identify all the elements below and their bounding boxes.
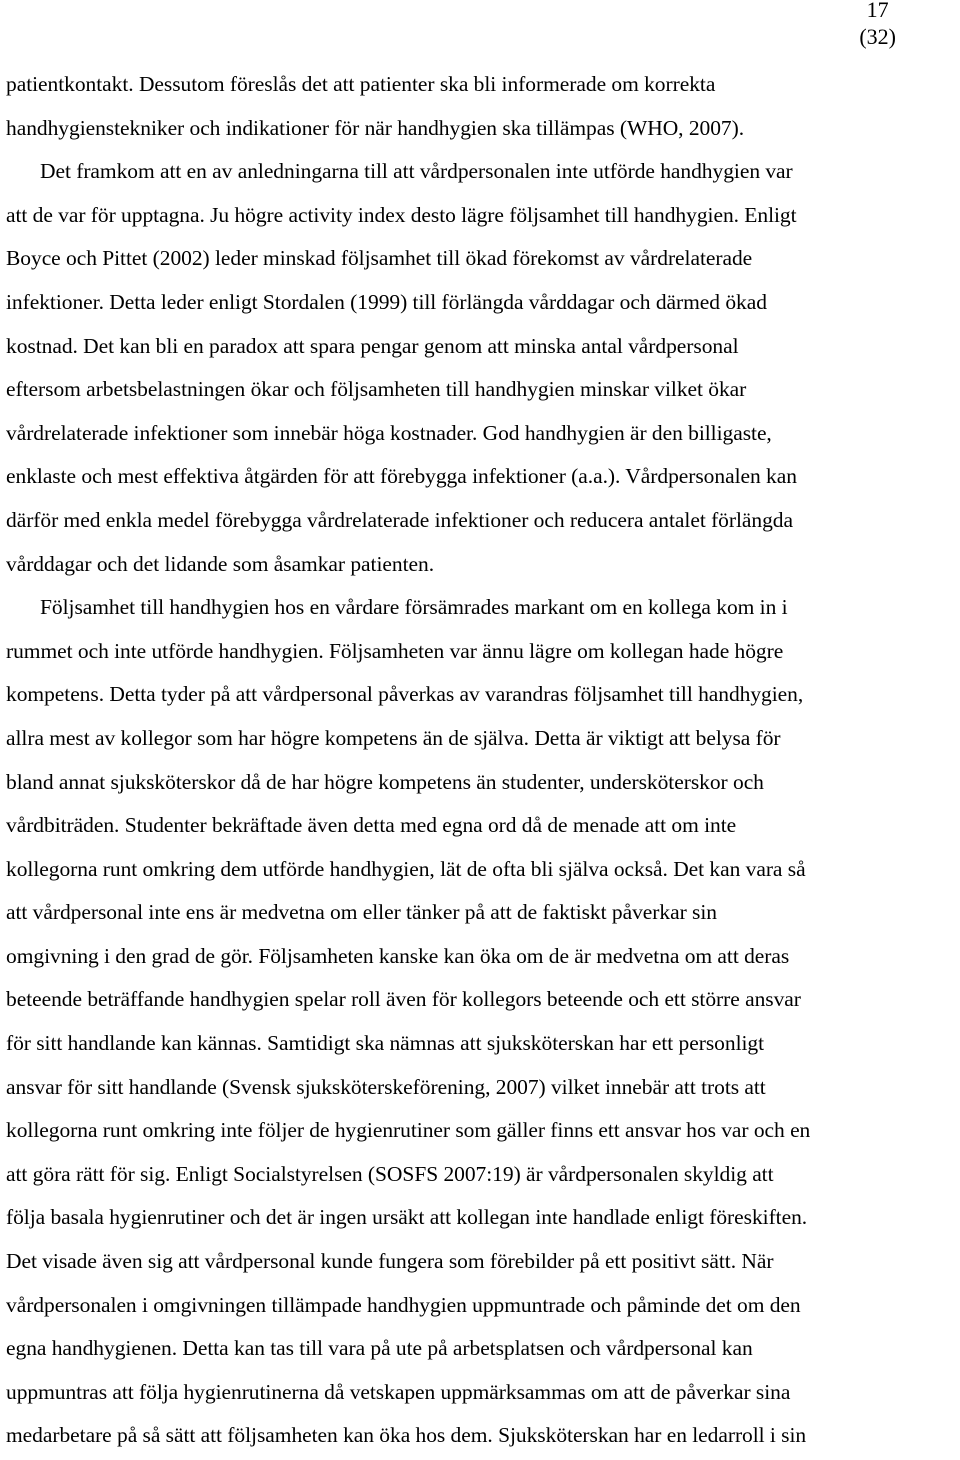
text-line: att göra rätt för sig. Enligt Socialstyrelsen (SOSFS 2007:19) är vårdpersonalen skyldig att (6, 1161, 774, 1186)
text-line: följa basala hygienrutiner och det är ingen ursäkt att kollegan inte handlade enligt föreskiften. (6, 1205, 808, 1230)
page-number-total: (32) (859, 24, 896, 49)
text-line: bland annat sjuksköterskor då de har högre kompetens än studenter, undersköterskor och (6, 769, 764, 794)
text-line: vårdrelaterade infektioner som innebär höga kostnader. God handhygien är den billigaste, (6, 420, 772, 445)
text-line: handhygienstekniker och indikationer för när handhygien ska tillämpas (WHO, 2007). (6, 115, 745, 140)
text-line: ansvar för sitt handlande (Svensk sjuksköterskeförening, 2007) vilket innebär att trots att (6, 1074, 766, 1099)
text-line: beteende beträffande handhygien spelar roll även för kollegors beteende och ett större ansvar (6, 987, 801, 1012)
text-line: eftersom arbetsbelastningen ökar och följsamheten till handhygien minskar vilket ökar (6, 377, 747, 402)
text-line: rummet och inte utförde handhygien. Följsamheten var ännu lägre om kollegan hade högre (6, 638, 784, 663)
text-line: Följsamhet till handhygien hos en vårdare försämrades markant om en kollega kom in i (40, 595, 788, 620)
text-line: vårdpersonalen i omgivningen tillämpade handhygien uppmuntrade och påminde det om den (6, 1292, 801, 1317)
text-line: att vårdpersonal inte ens är medvetna om eller tänker på att de faktiskt påverkar sin (6, 900, 717, 925)
text-line: Det visade även sig att vårdpersonal kunde fungera som förebilder på ett positivt sätt. När (6, 1249, 774, 1274)
text-line: uppmuntras att följa hygienrutinerna då vetskapen uppmärksammas om att de påverkar sina (6, 1379, 791, 1404)
text-line: vårddagar och det lidande som åsamkar patienten. (6, 551, 435, 576)
text-line: kompetens. Detta tyder på att vårdpersonal påverkas av varandras följsamhet till handhygien, (6, 682, 804, 707)
text-line: därför med enkla medel förebygga vårdrelaterade infektioner och reducera antalet förlängda (6, 507, 794, 532)
text-line: att de var för upptagna. Ju högre activity index desto lägre följsamhet till handhygien. Enligt (6, 202, 797, 227)
page-number-current: 17 (866, 0, 889, 22)
page-number (859, 0, 896, 50)
text-line: egna handhygienen. Detta kan tas till vara på ute på arbetsplatsen och vårdpersonal kan (6, 1336, 753, 1361)
text-line: kollegorna runt omkring inte följer de hygienrutiner som gäller finns ett ansvar hos var och en (6, 1118, 811, 1143)
text-line: patientkontakt. Dessutom föreslås det att patienter ska bli informerade om korrekta (6, 72, 716, 96)
document-body (6, 63, 960, 1458)
text-line: medarbetare på så sätt att följsamheten kan öka hos dem. Sjuksköterskan har en ledarroll i sin (6, 1423, 807, 1448)
text-line: Boyce och Pittet (2002) leder minskad följsamhet till ökad förekomst av vårdrelaterade (6, 246, 753, 271)
text-line: omgivning i den grad de gör. Följsamheten kanske kan öka om de är medvetna om att deras (6, 943, 790, 968)
text-line: Det framkom att en av anledningarna till att vårdpersonalen inte utförde handhygien var (40, 159, 793, 184)
text-line: infektioner. Detta leder enligt Stordalen (1999) till förlängda vårddagar och därmed ökad (6, 289, 767, 314)
text-line: för sitt handlande kan kännas. Samtidigt ska nämnas att sjuksköterskan har ett personligt (6, 1031, 765, 1056)
text-line: kollegorna runt omkring dem utförde handhygien, lät de ofta bli själva också. Det kan vara så (6, 856, 806, 881)
text-line: kostnad. Det kan bli en paradox att spara pengar genom att minska antal vårdpersonal (6, 333, 739, 358)
text-line: vårdbiträden. Studenter bekräftade även detta med egna ord då de menade att om inte (6, 813, 737, 838)
text-line: allra mest av kollegor som har högre kompetens än de själva. Detta är viktigt att belysa för (6, 725, 781, 750)
text-line: enklaste och mest effektiva åtgärden för att förebygga infektioner (a.a.). Vårdpersonalen kan (6, 464, 797, 489)
